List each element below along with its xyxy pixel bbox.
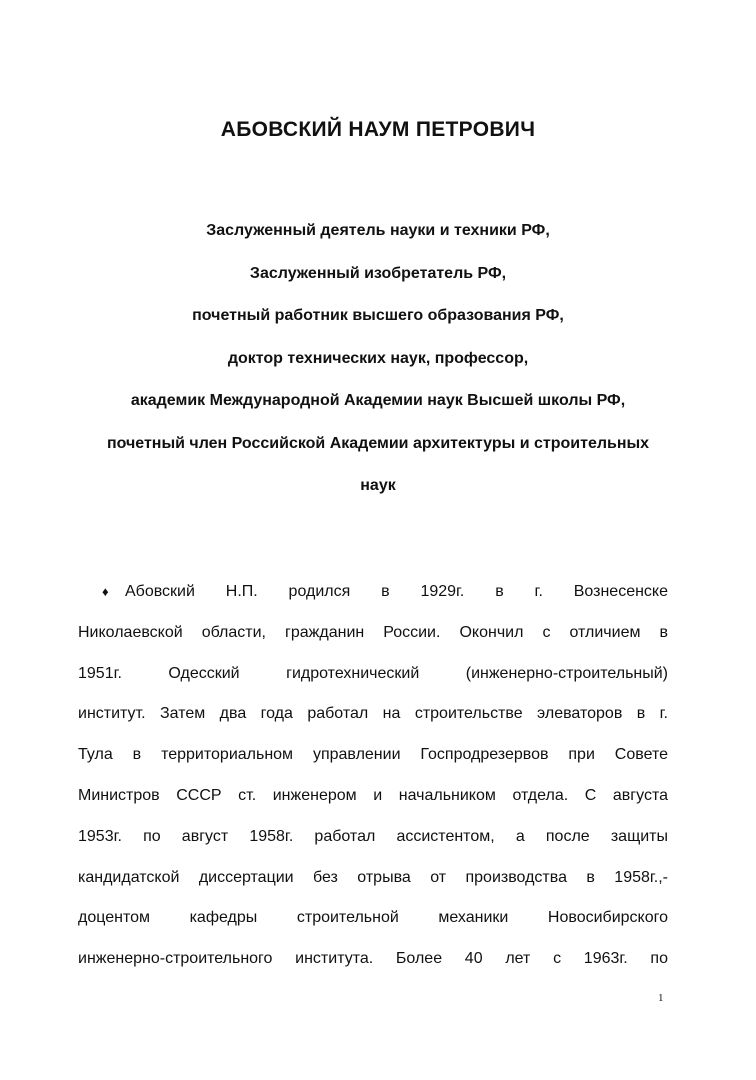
bio-line: институт. Затем два года работал на строительстве элеваторов в г. — [78, 705, 668, 723]
bio-line: Министров СССР ст. инженером и начальником отдела. С августа — [78, 786, 668, 804]
diamond-bullet-icon: ♦ — [102, 584, 109, 599]
honor-line: Заслуженный изобретатель РФ, — [249, 264, 507, 282]
bio-line: Николаевской области, гражданин России. Окончил с отличием в — [78, 623, 668, 641]
page-number: 1 — [658, 992, 664, 1004]
bio-line: доцентом кафедры строительной механики Новосибирского — [78, 909, 668, 927]
honor-line: Заслуженный деятель науки и техники РФ, — [206, 222, 550, 239]
honor-line: доктор технических наук, профессор, — [227, 349, 529, 367]
bio-line — [78, 576, 668, 617]
honor-line: академик Международной Академии наук Высшей школы РФ, — [130, 392, 626, 409]
person-name-title: АБОВСКИЙ НАУМ ПЕТРОВИЧ — [220, 118, 536, 141]
bio-line: инженерно-строительного института. Более 40 лет с 1963г. по — [78, 950, 668, 968]
honor-line: почетный работник высшего образования РФ, — [192, 307, 564, 324]
bio-line: кандидатской диссертации без отрыва от производства в 1958г.,- — [78, 868, 668, 886]
honor-line: наук — [360, 477, 396, 494]
bio-line: 1953г. по август 1958г. работал ассистентом, а после защиты — [78, 827, 668, 845]
honors-list — [20, 210, 736, 508]
honor-line: почетный член Российской Академии архитектуры и строительных — [106, 434, 650, 452]
bio-line: 1951г. Одесский гидротехнический (инженерно-строительный) — [78, 664, 668, 682]
bio-line-text: Абовский Н.П. родился в 1929г. в г. Вознесенске — [125, 583, 668, 600]
biography-paragraph — [78, 576, 668, 984]
bio-line: Тула в территориальном управлении Госпродрезервов при Совете — [78, 746, 668, 764]
